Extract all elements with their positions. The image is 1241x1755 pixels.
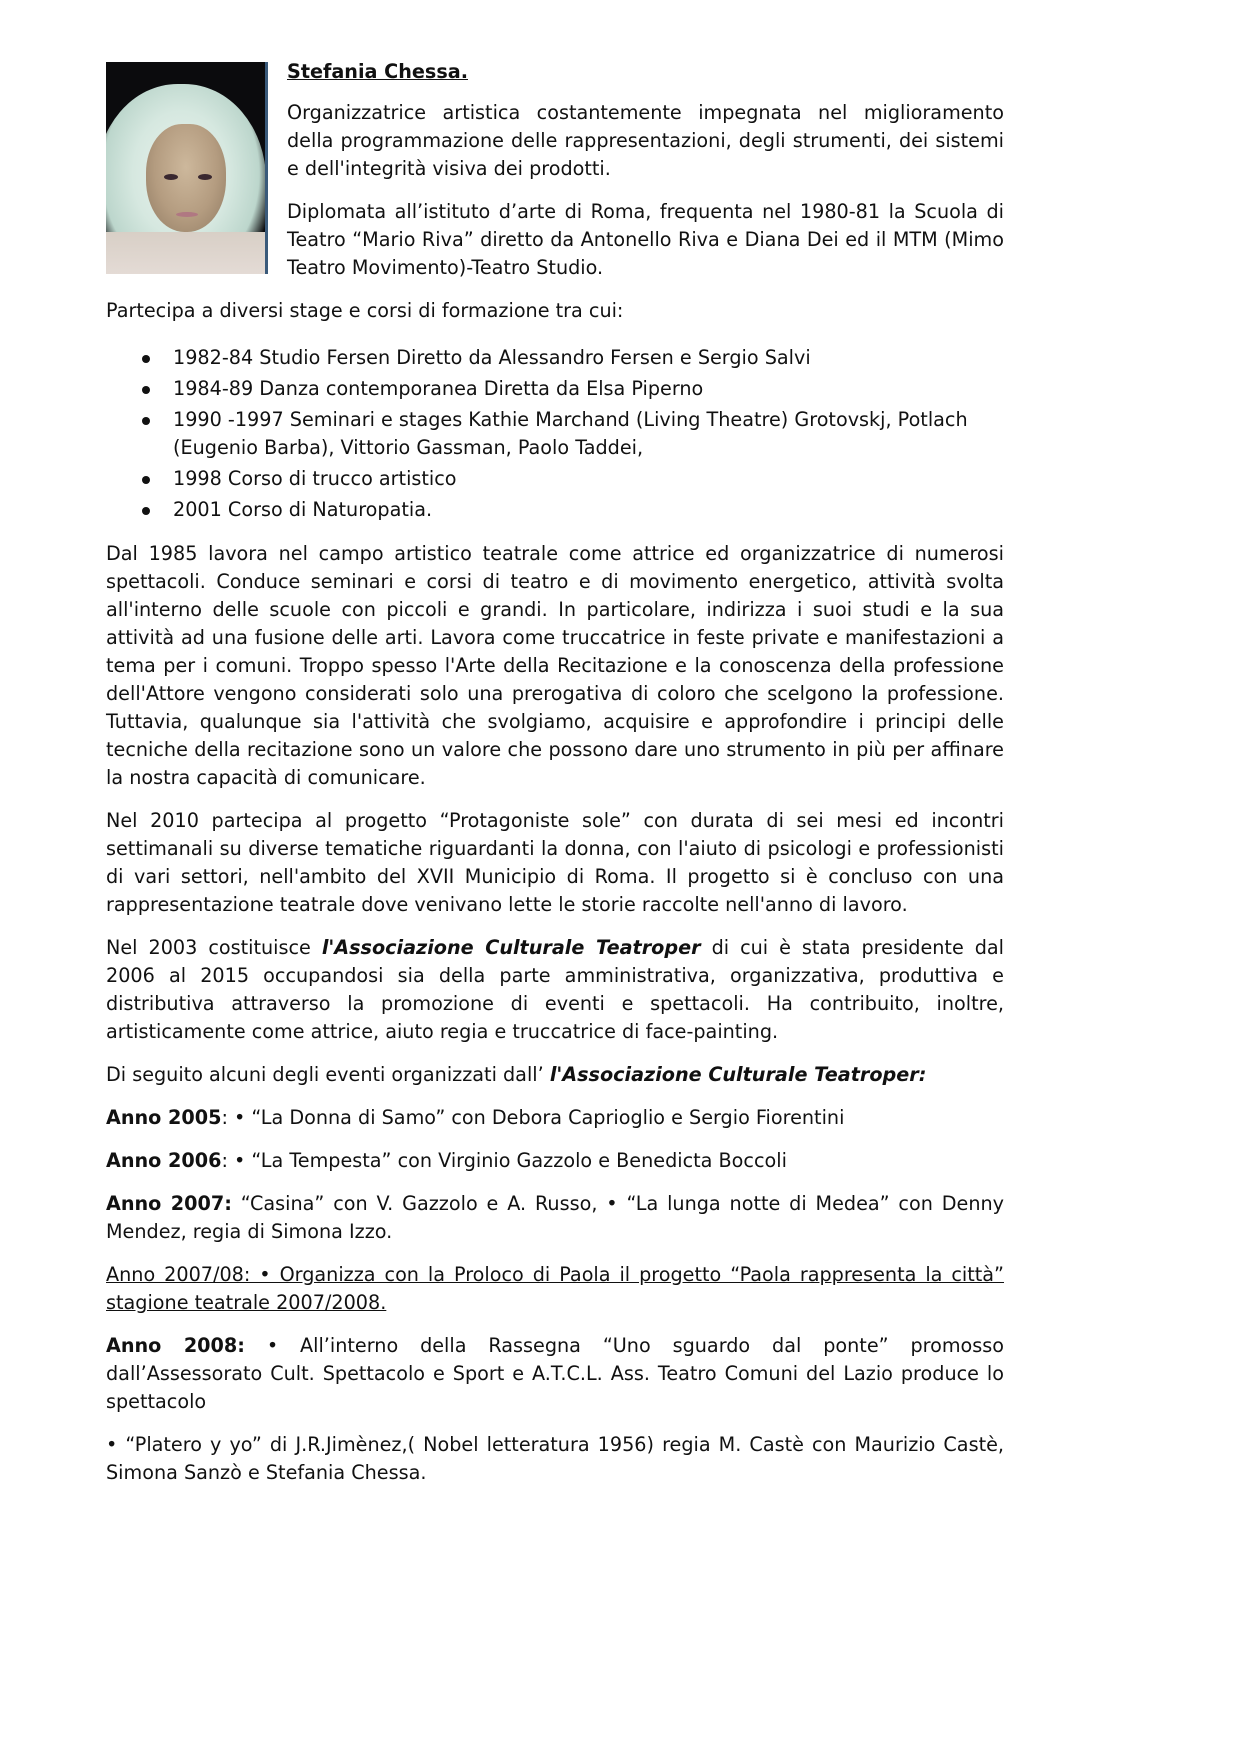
photo-eye (164, 174, 178, 180)
list-item: 1984-89 Danza contemporanea Diretta da Elsa Piperno (106, 374, 1004, 405)
list-item: 1998 Corso di trucco artistico (106, 464, 1004, 495)
project-2010-paragraph: Nel 2010 partecipa al progetto “Protagoniste sole” con durata di sei mesi ed incontri settimanali su diverse tematiche riguardanti la donna, con l'aiuto di psicologi e professionisti di vari settori, nell'ambito del XVII Municipio di Roma. Il progetto si è concluso con una rappresentazione teatrale dove venivano lette le storie raccolte nell'anno di lavoro. (106, 809, 1004, 916)
event-2008: Anno 2008: • All’interno della Rassegna “Uno sguardo dal ponte” promosso dall’Assessorato Cult. Spettacolo e Sport e A.T.C.L. Ass. Teatro Comuni del Lazio produce lo spettacolo (106, 1334, 1005, 1413)
event-2007: Anno 2007: “Casina” con V. Gazzolo e A. Russo, • “La lunga notte di Medea” con Denny Mendez, regia di Simona Izzo. (106, 1192, 1004, 1243)
event-year: Anno 2008: (106, 1334, 245, 1357)
bullet-icon (142, 507, 150, 515)
person-name: Stefania Chessa. (287, 60, 468, 83)
list-item: 1982-84 Studio Fersen Diretto da Alessandro Fersen e Sergio Salvi (106, 343, 1004, 374)
event-year: Anno 2005 (106, 1106, 222, 1129)
header-block (106, 58, 1004, 282)
bullet-icon (142, 355, 150, 363)
document-page (106, 58, 1004, 1502)
bullet-icon (142, 476, 150, 484)
training-list (106, 343, 1004, 526)
event-2007-08: Anno 2007/08: • Organizza con la Proloco di Paola il progetto “Paola rappresenta la città” stagione teatrale 2007/2008. (106, 1263, 1004, 1314)
list-item: 2001 Corso di Naturopatia. (106, 495, 1004, 526)
photo-mouth (176, 212, 198, 217)
header-text (287, 58, 1004, 282)
event-year: Anno 2006 (106, 1149, 222, 1172)
intro-paragraph: Organizzatrice artistica costantemente impegnata nel miglioramento della programmazione delle rappresentazioni, degli strumenti, dei sistemi e dell'integrità visiva dei prodotti. (287, 101, 1004, 180)
event-2006: Anno 2006: • “La Tempesta” con Virginio Gazzolo e Benedicta Boccoli (106, 1149, 787, 1172)
association-name: l'Associazione Culturale Teatroper: (549, 1063, 927, 1086)
events-intro: Di seguito alcuni degli eventi organizzati dall’ l'Associazione Culturale Teatroper: (106, 1063, 927, 1086)
portrait-photo (106, 62, 268, 274)
career-paragraph: Dal 1985 lavora nel campo artistico teatrale come attrice ed organizzatrice di numerosi spettacoli. Conduce seminari e corsi di teatro e di movimento energetico, attività svolta all'interno delle scuole con piccoli e grandi. In particolare, indirizza i suoi studi e la sua attività ad una fusione delle arti. Lavora come truccatrice in feste private e manifestazioni a tema per i comuni. Troppo spesso l'Arte della Recitazione e la conoscenza della professione dell'Attore vengono considerati solo una prerogativa di coloro che scelgono la professione. Tuttavia, qualunque sia l'attività che svolgiamo, acquisire e approfondire i principi delle tecniche della recitazione sono un valore che possono dare uno strumento in più per affinare la nostra capacità di comunicare. (106, 542, 1004, 789)
photo-eye (198, 174, 212, 180)
education-paragraph: Diplomata all’istituto d’arte di Roma, frequenta nel 1980-81 la Scuola di Teatro “Mario Riva” diretto da Antonello Riva e Diana Dei ed il MTM (Mimo Teatro Movimento)-Teatro Studio. (287, 200, 1004, 279)
training-intro: Partecipa a diversi stage e corsi di formazione tra cui: (106, 299, 624, 322)
event-year: Anno 2007: (106, 1192, 232, 1215)
list-item: 1990 -1997 Seminari e stages Kathie Marchand (Living Theatre) Grotovskj, Potlach (Eugenio Barba), Vittorio Gassman, Paolo Taddei, (106, 405, 1004, 464)
bullet-icon (142, 417, 150, 425)
association-paragraph: Nel 2003 costituisce l'Associazione Culturale Teatroper di cui è stata presidente dal 2006 al 2015 occupandosi sia della parte amministrativa, organizzativa, produttiva e distributiva attraverso la promozione di eventi e spettacoli. Ha contribuito, inoltre, artisticamente come attrice, aiuto regia e truccatrice di face-painting. (106, 936, 1005, 1043)
bullet-icon (142, 386, 150, 394)
association-name: l'Associazione Culturale Teatroper (321, 936, 701, 959)
photo-shoulder (106, 232, 268, 274)
event-2008-production: • “Platero y yo” di J.R.Jimènez,( Nobel letteratura 1956) regia M. Castè con Maurizio Castè, Simona Sanzò e Stefania Chessa. (106, 1433, 1004, 1484)
event-2005: Anno 2005: • “La Donna di Samo” con Debora Caprioglio e Sergio Fiorentini (106, 1106, 845, 1129)
